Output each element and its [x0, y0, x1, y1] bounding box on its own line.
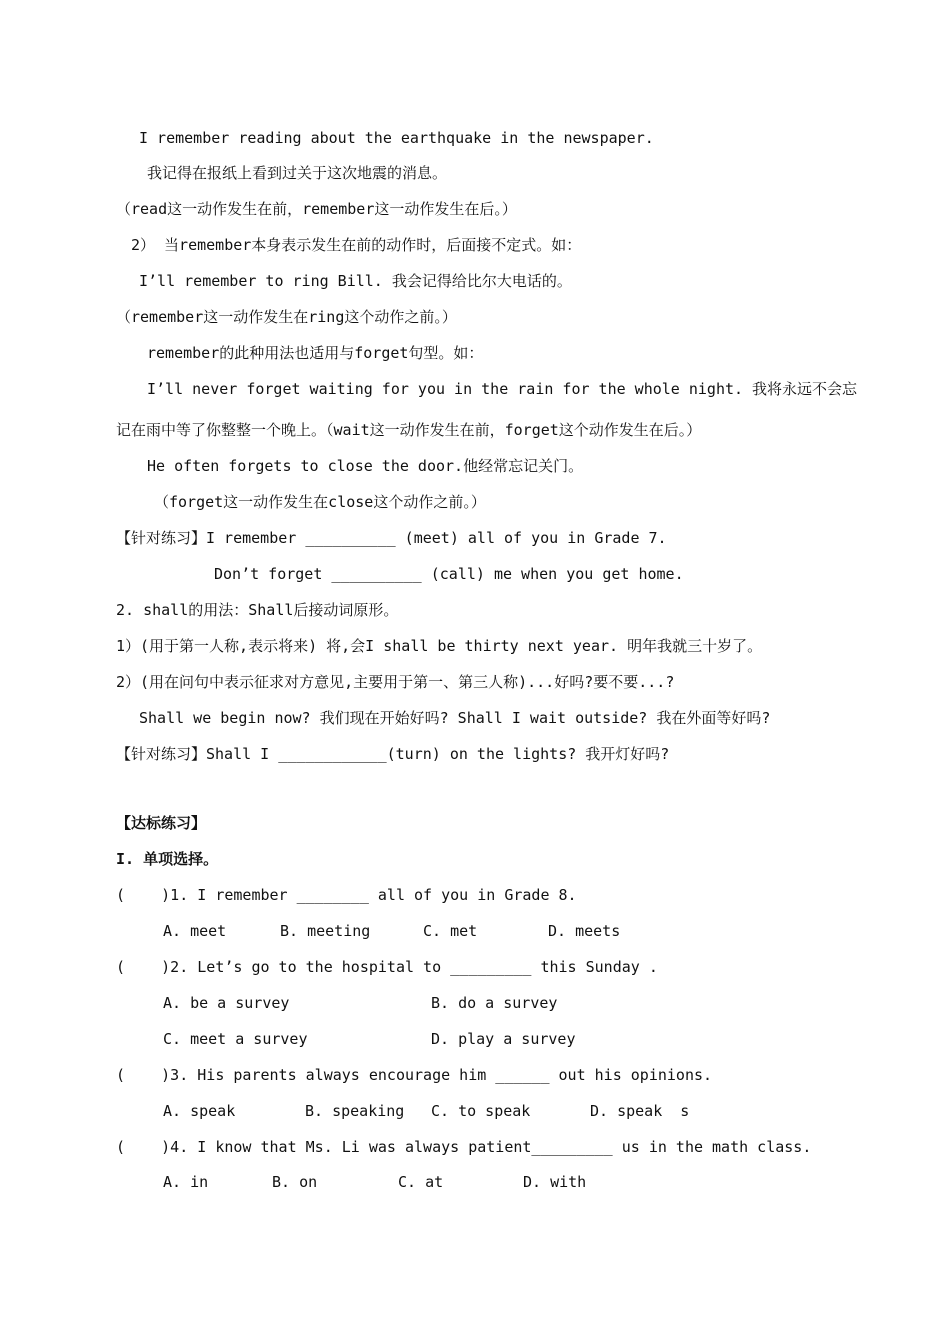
option-b: B. meeting	[280, 922, 371, 940]
option-d: D. meets	[548, 922, 621, 940]
option-a: A. in	[163, 1173, 209, 1191]
question-stem: ( )3. His parents always encourage him ______ out his opinions.	[116, 1066, 713, 1084]
example-sentence: I’ll never forget waiting for you in the rain for the whole night. 我将永远不会忘	[147, 380, 858, 398]
practice-item: 【针对练习】I remember __________ (meet) all of you in Grade 7.	[116, 529, 667, 547]
option-b: B. speaking	[305, 1102, 405, 1120]
question-stem: ( )1. I remember ________ all of you in Grade 8.	[116, 886, 577, 904]
example-sentence: I’ll remember to ring Bill. 我会记得给比尔大电话的。	[139, 272, 572, 290]
rule-text: 2）(用在问句中表示征求对方意见,主要用于第一、第三人称)...好吗?要不要...?	[116, 673, 675, 691]
option-c: C. meet a survey	[163, 1030, 308, 1048]
option-a: A. meet	[163, 922, 227, 940]
example-sentence: I remember reading about the earthquake in the newspaper.	[139, 129, 654, 147]
option-d: D. with	[523, 1173, 587, 1191]
question-stem: ( )4. I know that Ms. Li was always patient_________ us in the math class.	[116, 1138, 812, 1156]
example-translation: 我记得在报纸上看到过关于这次地震的消息。	[147, 164, 448, 182]
part-title: I. 单项选择。	[116, 850, 219, 868]
usage-note: （read这一动作发生在前，remember这一动作发生在后。）	[116, 200, 517, 218]
option-a: A. speak	[163, 1102, 236, 1120]
section-title: 【达标练习】	[116, 814, 207, 832]
rule-heading: 2. shall的用法：Shall后接动词原形。	[116, 601, 399, 619]
option-c: C. met	[423, 922, 478, 940]
rule-text: remember的此种用法也适用与forget句型。如：	[147, 344, 484, 362]
option-d: D. speak s	[590, 1102, 690, 1120]
option-a: A. be a survey	[163, 994, 290, 1012]
question-stem: ( )2. Let’s go to the hospital to _________ this Sunday .	[116, 958, 658, 976]
option-b: B. do a survey	[431, 994, 558, 1012]
option-c: C. at	[398, 1173, 444, 1191]
practice-item: Don’t forget __________ (call) me when you get home.	[214, 565, 684, 583]
example-sentence: Shall we begin now? 我们现在开始好吗? Shall I wait outside? 我在外面等好吗?	[139, 709, 771, 727]
option-c: C. to speak	[431, 1102, 531, 1120]
rule-text: 1）(用于第一人称,表示将来) 将,会I shall be thirty next year. 明年我就三十岁了。	[116, 637, 763, 655]
option-b: B. on	[272, 1173, 318, 1191]
example-continuation: 记在雨中等了你整整一个晚上。（wait这一动作发生在前，forget这个动作发生在后。）	[116, 421, 702, 439]
usage-note: （remember这一动作发生在ring这个动作之前。）	[116, 308, 457, 326]
option-d: D. play a survey	[431, 1030, 576, 1048]
practice-item: 【针对练习】Shall I ____________(turn) on the lights? 我开灯好吗?	[116, 745, 670, 763]
rule-heading: 2） 当remember本身表示发生在前的动作时，后面接不定式。如：	[131, 236, 582, 254]
usage-note: （forget这一动作发生在close这个动作之前。）	[154, 493, 486, 511]
example-sentence: He often forgets to close the door.他经常忘记关门。	[147, 457, 584, 475]
